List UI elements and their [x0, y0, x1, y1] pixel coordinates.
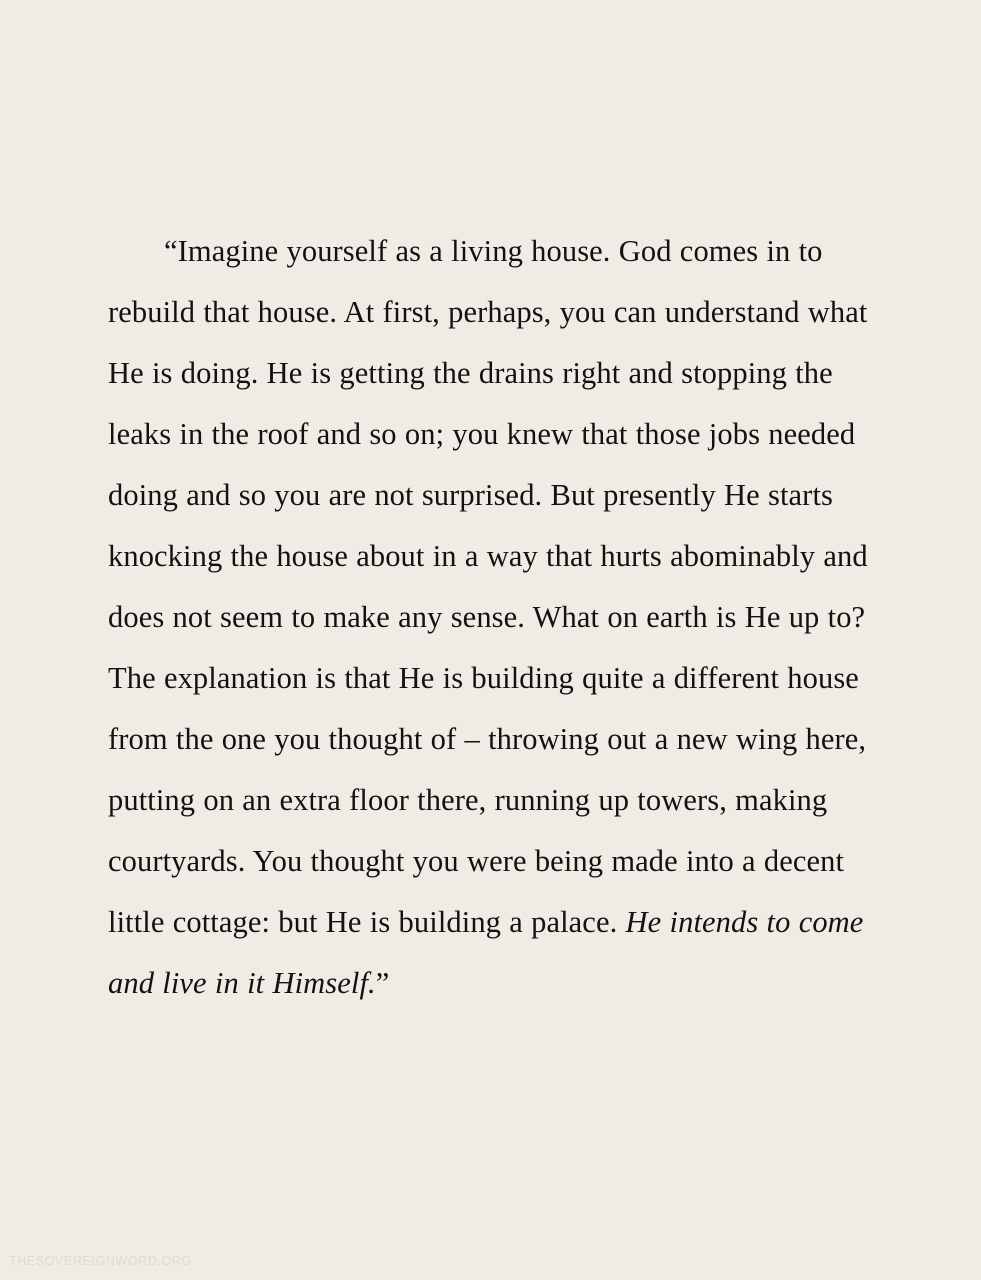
site-watermark: THESOVEREIGNWORD.ORG: [9, 1254, 192, 1268]
quote-text-lead: “Imagine yourself as a living house. God comes in to rebuild that house. At first, perhaps, you can understand what He is doing. He is getting the drains right and stopping the leaks in the roof and so on; you knew that those jobs needed doing and so you are not surprised. But presently He starts knocking the house about in a way that hurts abominably and does not seem to make any sense. What on earth is He up to? The explanation is that He is building quite a different house from the one you thought of – throwing out a new wing here, putting on an extra floor there, running up towers, making courtyards. You thought you were being made into a decent little cottage: but He is building a palace.: [108, 233, 868, 939]
quote-paragraph: [108, 221, 876, 1014]
quote-text-emphasis: He intends to come and live in it Himself.: [108, 904, 864, 1000]
quote-block: [108, 190, 876, 1044]
quote-text-closing: ”: [375, 965, 390, 1000]
